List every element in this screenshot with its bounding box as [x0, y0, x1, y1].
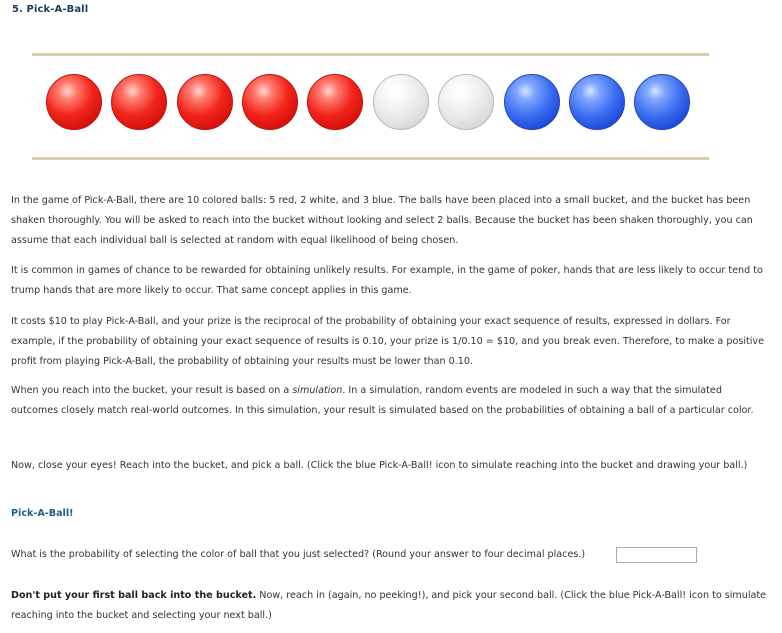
- concept-paragraph: It is common in games of chance to be rewarded for obtaining unlikely results. For example, in the game of poker, hands that are less likely to occur tend to trump hands that are more likely to occur. That same concept applies in this game.: [11, 265, 763, 296]
- red-ball: [46, 74, 102, 130]
- pick-a-ball-button[interactable]: Pick-A-Ball!: [11, 508, 74, 519]
- blue-ball: [634, 74, 690, 130]
- simulation-paragraph: [11, 381, 771, 421]
- blue-ball: [569, 74, 625, 130]
- question-title: 5. Pick-A-Ball: [12, 4, 89, 15]
- instruction-paragraph: Now, close your eyes! Reach into the bucket, and pick a ball. (Click the blue Pick-A-Ball! icon to simulate reaching into the bucket and drawing your ball.): [11, 460, 748, 471]
- probability-question: What is the probability of selecting the color of ball that you just selected? (Round your answer to four decimal places.): [11, 549, 586, 560]
- blue-ball: [504, 74, 560, 130]
- simulation-text-after: . In a simulation, random events are modeled in such a way that the simulated outcomes closely match real-world outcomes. In this simulation, your result is simulated based on the probabilities of obtaining a ball of a particular color.: [11, 385, 754, 416]
- red-ball: [177, 74, 233, 130]
- simulation-term: simulation: [292, 385, 343, 396]
- no-replacement-note: Don't put your first ball back into the bucket.: [11, 590, 257, 601]
- bottom-divider: [32, 157, 709, 160]
- second-draw-text: Now, reach in (again, no peeking!), and pick your second ball. (Click the blue Pick-A-Ball! icon to simulate reaching into the bucket and selecting your next ball.): [11, 590, 767, 621]
- top-divider: [32, 53, 709, 56]
- cost-paragraph: It costs $10 to play Pick-A-Ball, and your prize is the reciprocal of the probability of obtaining your exact sequence of results, expressed in dollars. For example, if the probability of obtaining your exact sequence of results is 0.10, your prize is 1/0.10 = $10, and you break even. Therefore, to make a positive profit from playing Pick-A-Ball, the probability of obtaining your results must be lower than 0.10.: [11, 316, 764, 367]
- white-ball: [438, 74, 494, 130]
- intro-paragraph: In the game of Pick-A-Ball, there are 10 colored balls: 5 red, 2 white, and 3 blue. The balls have been placed into a small bucket, and the bucket has been shaken thoroughly. You will be asked to reach into the bucket without looking and select 2 balls. Because the bucket has been shaken thoroughly, you can assume that each individual ball is selected at random with equal likelihood of being chosen.: [11, 195, 753, 246]
- red-ball: [242, 74, 298, 130]
- red-ball: [111, 74, 167, 130]
- red-ball: [307, 74, 363, 130]
- simulation-text-before: When you reach into the bucket, your result is based on a: [11, 385, 293, 396]
- second-draw-paragraph: [11, 586, 771, 626]
- white-ball: [373, 74, 429, 130]
- probability-answer-input[interactable]: [616, 547, 697, 563]
